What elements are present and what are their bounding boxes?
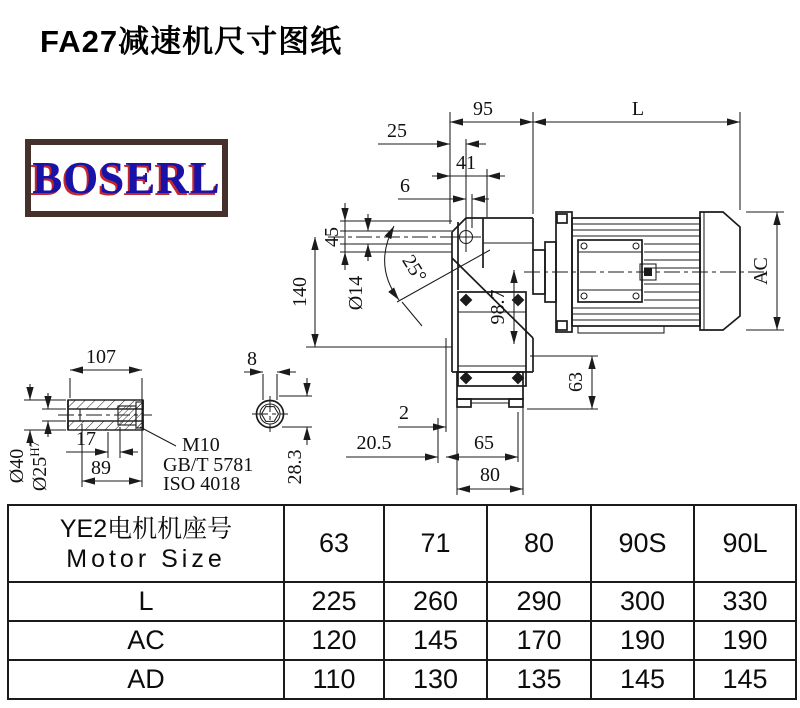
dim-8: 8 <box>247 348 257 370</box>
note-gb-standard: GB/T 5781 <box>163 454 254 476</box>
cell-AD-90S: 145 <box>591 660 694 699</box>
fan-cover <box>700 212 740 330</box>
note-iso-standard: ISO 4018 <box>163 473 241 495</box>
header-col-71: 71 <box>384 505 487 582</box>
dimensions-top <box>378 98 740 229</box>
shaft-detail <box>6 346 253 495</box>
header-col-90S: 90S <box>591 505 694 582</box>
dim-95: 95 <box>473 98 493 120</box>
dim-65: 65 <box>474 432 494 454</box>
table-row-AD <box>8 660 796 699</box>
cell-L-90L: 330 <box>694 582 796 621</box>
row-label-L: L <box>8 582 284 621</box>
cell-AC-90L: 190 <box>694 621 796 660</box>
dim-dia40: Ø40 <box>6 448 28 484</box>
cell-AD-63: 110 <box>284 660 384 699</box>
cell-L-63: 225 <box>284 582 384 621</box>
row-label-AD: AD <box>8 660 284 699</box>
dim-20-5: 20.5 <box>356 432 392 454</box>
projection-lines <box>328 221 452 252</box>
cell-L-71: 260 <box>384 582 487 621</box>
dim-2: 2 <box>399 402 409 424</box>
brand-logo-text: BOSERL <box>32 152 221 203</box>
header-motor-size-cn: YE2电机机座号 <box>59 514 233 543</box>
key-section-detail <box>244 348 312 485</box>
dim-dia14: Ø14 <box>345 275 367 311</box>
page-title: FA27减速机尺寸图纸 <box>40 24 343 59</box>
cell-AD-80: 135 <box>487 660 591 699</box>
dim-AC: AC <box>750 257 772 285</box>
table-row-L <box>8 582 796 621</box>
angle-construction <box>385 226 490 326</box>
dim-17: 17 <box>76 428 96 450</box>
dim-25: 25 <box>387 120 407 142</box>
motor <box>524 212 768 333</box>
dim-63: 63 <box>565 372 587 392</box>
cell-AD-90L: 145 <box>694 660 796 699</box>
dim-107: 107 <box>86 346 116 368</box>
motor-nameplate <box>578 240 642 302</box>
dim-98-7: 98.7 <box>487 289 509 325</box>
cell-AC-80: 170 <box>487 621 591 660</box>
cell-L-90S: 300 <box>591 582 694 621</box>
dim-89: 89 <box>91 457 111 479</box>
dimensions-left <box>289 203 452 347</box>
header-col-80: 80 <box>487 505 591 582</box>
note-thread: M10 <box>182 434 220 456</box>
header-col-90L: 90L <box>694 505 796 582</box>
dim-80: 80 <box>480 464 500 486</box>
table-row-AC <box>8 621 796 660</box>
motor-size-table <box>7 504 797 700</box>
dim-dia25H7: $Ø25^{H7}$ <box>27 440 51 492</box>
cell-AC-71: 145 <box>384 621 487 660</box>
row-label-AC: AC <box>8 621 284 660</box>
header-col-63: 63 <box>284 505 384 582</box>
header-motor-size-en: Motor Size <box>66 544 226 573</box>
table-header-row <box>8 505 796 582</box>
dim-L: L <box>631 98 645 120</box>
cell-AC-90S: 190 <box>591 621 694 660</box>
dim-28-3: 28.3 <box>284 449 306 485</box>
dim-140: 140 <box>289 277 311 307</box>
dim-41: 41 <box>456 152 476 174</box>
cell-AD-71: 130 <box>384 660 487 699</box>
cell-AC-63: 120 <box>284 621 384 660</box>
dim-angle-25deg: 25° <box>397 251 431 287</box>
dim-45: 45 <box>321 227 343 247</box>
cell-L-80: 290 <box>487 582 591 621</box>
header-motor-size <box>8 505 284 582</box>
dim-6: 6 <box>400 175 410 197</box>
